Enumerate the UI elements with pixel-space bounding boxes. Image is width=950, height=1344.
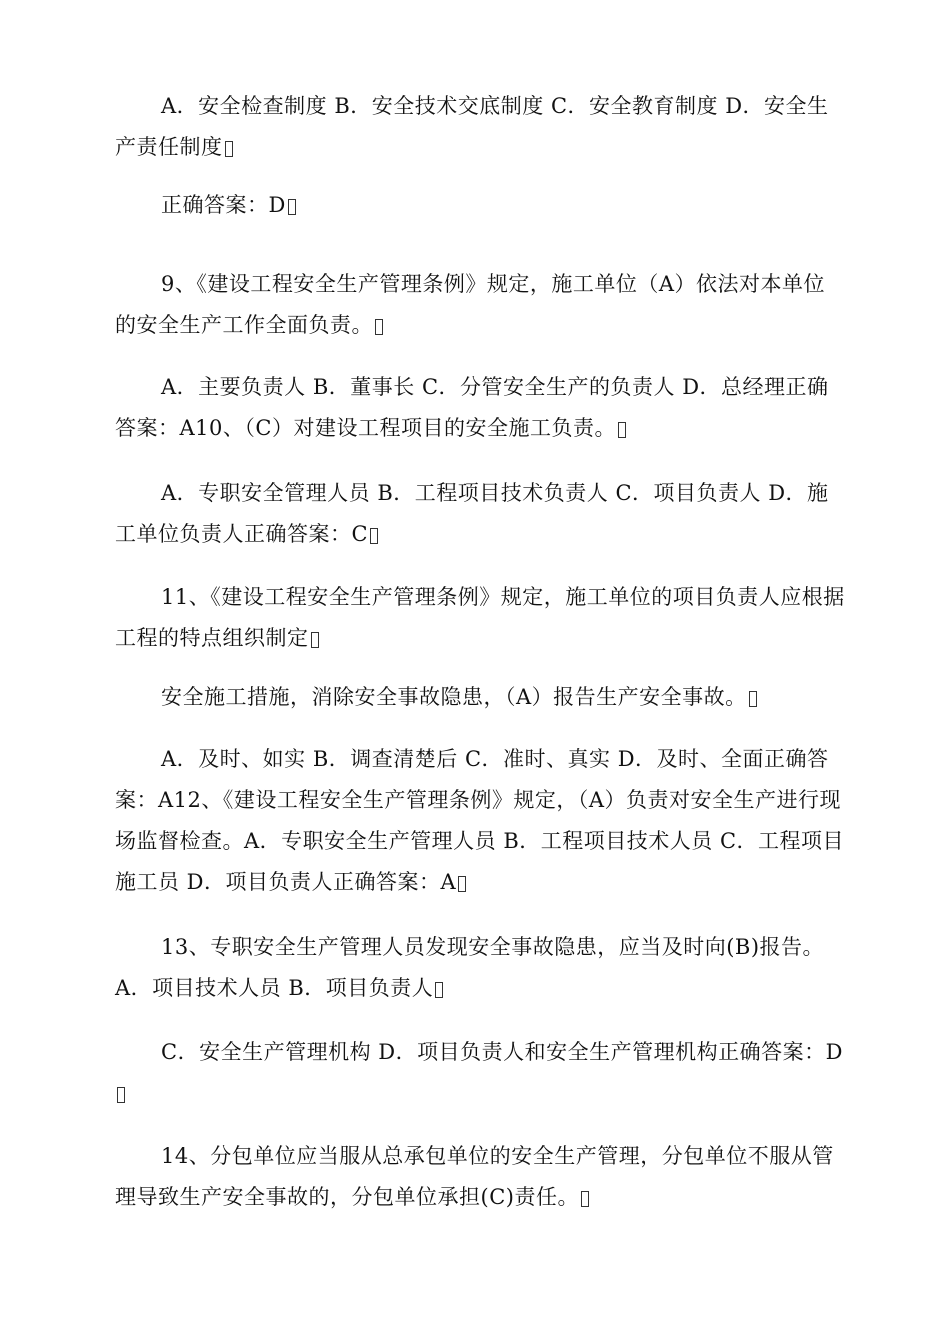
paragraph-options-q11-question-12: [115, 739, 845, 903]
paragraph-text: 11、《建设工程安全生产管理条例》规定，施工单位的项目负责人应根据工程的特点组织制定: [115, 585, 845, 650]
paragraph-text: A．专职安全管理人员 B．工程项目技术负责人 C．项目负责人 D．施工单位负责人正确答案：C: [115, 481, 829, 546]
paragraph-text: 9、《建设工程安全生产管理条例》规定，施工单位（A）依法对本单位的安全生产工作全面负责。: [115, 272, 826, 337]
paragraph-text: 安全施工措施，消除安全事故隐患，（A）报告生产安全事故。: [161, 685, 747, 709]
paragraph-options-q10: [115, 473, 845, 555]
paragraph-question-14: [115, 1136, 845, 1218]
paragraph-options-q9-question-10: [115, 367, 845, 449]
paragraph-question-13: [115, 927, 845, 1009]
paragraph-text: 正确答案：D: [161, 193, 286, 217]
paragraph-text: C．安全生产管理机构 D．项目负责人和安全生产管理机构正确答案：D: [161, 1040, 843, 1064]
paragraph-mark-icon: [749, 691, 757, 707]
paragraph-question-9: [115, 264, 845, 346]
paragraph-options-q8: [115, 86, 845, 168]
paragraph-text: A．主要负责人 B．董事长 C．分管安全生产的负责人 D．总经理正确答案：A10、（C）对建设工程项目的安全施工负责。: [115, 375, 829, 440]
paragraph-mark-icon: [311, 632, 319, 648]
paragraph-mark-icon: [370, 528, 378, 544]
paragraph-mark-icon: [117, 1087, 125, 1103]
paragraph-mark-icon: [618, 422, 626, 438]
paragraph-mark-icon: [225, 141, 233, 157]
paragraph-text: 13、专职安全生产管理人员发现安全事故隐患，应当及时向(B)报告。A．项目技术人员 B．项目负责人: [115, 935, 825, 1000]
paragraph-mark-icon: [581, 1191, 589, 1207]
paragraph-text: A．及时、如实 B．调查清楚后 C．准时、真实 D．及时、全面正确答案：A12、《建设工程安全生产管理条例》规定，（A）负责对安全生产进行现场监督检查。A．专职安全生产管理人员 B．工程项目技术人员 C．工程项目施工员 D．项目负责人正确答案：A: [115, 747, 845, 894]
paragraph-text: 14、分包单位应当服从总承包单位的安全生产管理，分包单位不服从管理导致生产安全事故的，分包单位承担(C)责任。: [115, 1144, 834, 1209]
paragraph-mark-icon: [288, 199, 296, 215]
paragraph-question-11-cont: [115, 677, 845, 718]
paragraph-answer-q8: [115, 185, 845, 226]
paragraph-question-11: [115, 577, 845, 659]
paragraph-mark-icon: [458, 876, 466, 892]
paragraph-mark-icon: [435, 982, 443, 998]
paragraph-mark-icon: [375, 319, 383, 335]
paragraph-text: A．安全检查制度 B．安全技术交底制度 C．安全教育制度 D．安全生产责任制度: [115, 94, 829, 159]
paragraph-options-q13: [115, 1032, 845, 1114]
